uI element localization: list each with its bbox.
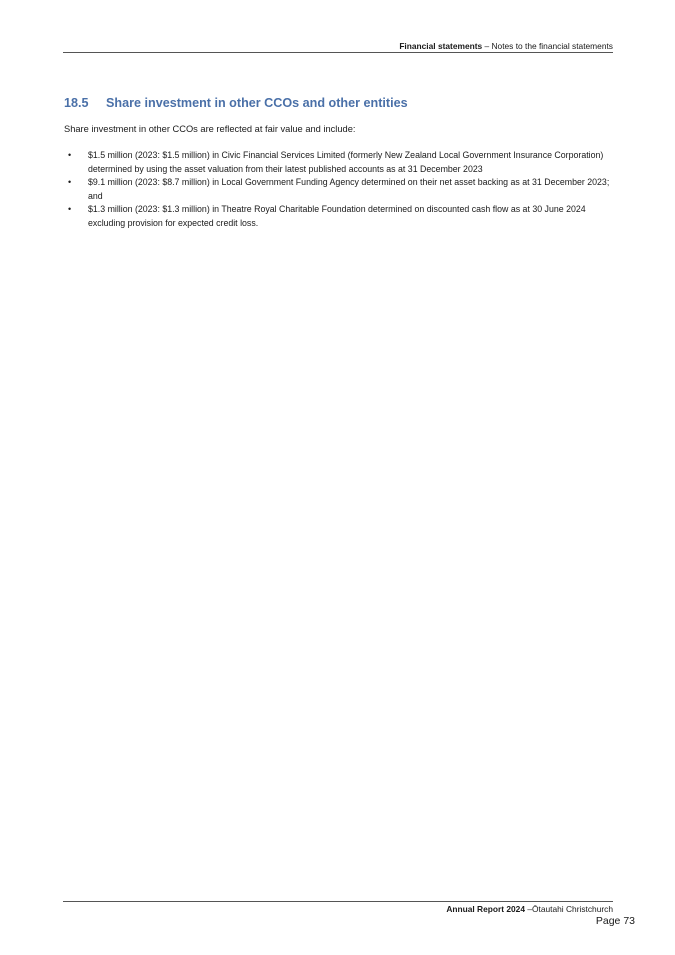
intro-paragraph: Share investment in other CCOs are reflected at fair value and include: bbox=[64, 124, 356, 134]
investment-list bbox=[64, 149, 612, 231]
list-item-text: $1.3 million (2023: $1.3 million) in Theatre Royal Charitable Foundation determined on discounted cash flow as at 30 June 2024 excluding provision for expected credit loss. bbox=[88, 204, 586, 228]
bullet-icon: • bbox=[68, 177, 72, 188]
section-number: 18.5 bbox=[64, 96, 89, 110]
section-heading bbox=[64, 95, 604, 111]
footer-rule bbox=[63, 901, 613, 902]
list-item bbox=[64, 176, 612, 203]
bullet-icon: • bbox=[68, 150, 72, 160]
header-rule bbox=[63, 52, 613, 53]
list-item-text: $9.1 million (2023: $8.7 million) in Local Government Funding Agency determined on their net asset backing as at 31 December 2023; and bbox=[88, 177, 610, 201]
header-section: Financial statements bbox=[399, 41, 483, 51]
header-separator: – bbox=[482, 41, 492, 51]
footer-separator: – bbox=[525, 904, 532, 914]
list-item bbox=[64, 203, 612, 230]
page-number: Page 73 bbox=[595, 915, 635, 927]
section-title: Share investment in other CCOs and other entities bbox=[106, 96, 408, 110]
list-item-text: $1.5 million (2023: $1.5 million) in Civic Financial Services Limited (formerly New Zealand Local Government Insurance Corporation) determined by using the asset valuation from their latest published accounts as at 31 December 2023 bbox=[88, 150, 604, 174]
footer-report: Annual Report 2024 bbox=[446, 904, 525, 914]
bullet-icon: • bbox=[68, 204, 72, 215]
list-item bbox=[64, 149, 612, 176]
header-subsection: Notes to the financial statements bbox=[491, 41, 613, 51]
running-header bbox=[63, 40, 613, 52]
footer-place: Ōtautahi Christchurch bbox=[532, 904, 613, 914]
